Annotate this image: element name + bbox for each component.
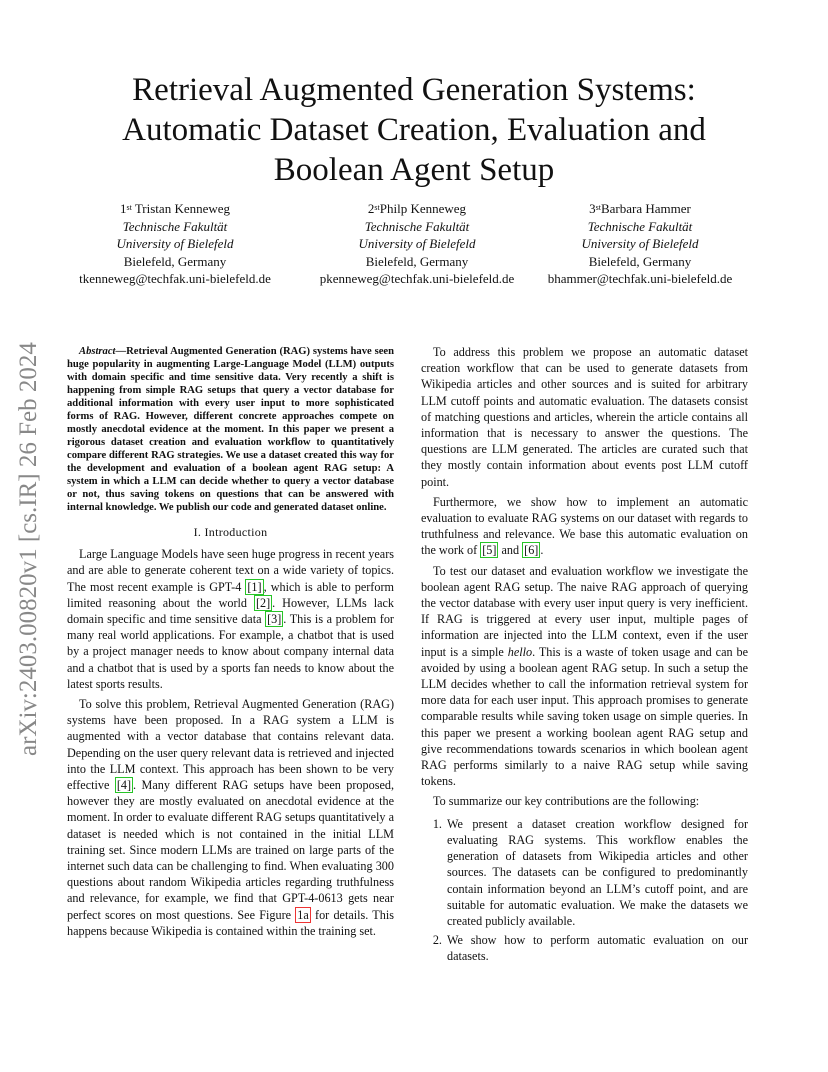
- author-faculty: Technische Fakultät: [122, 218, 228, 234]
- abstract-text: —Retrieval Augmented Generation (RAG) systems have seen huge popularity in augmenting Large-Language Model (LLM) outputs with domain specific and time sensitive data. Very recently a shift is happening from simple RAG setups that query a vector database for additional information with every user input to more sophisticated forms of RAG. However, different concrete approaches compete on mostly anecdotal evidence at the moment. In this paper we present a rigorous dataset creation and evaluation workflow to quantitatively compare different RAG strategies. We use a dataset created this way for the development and evaluation of a boolean agent RAG setup: A system in which a LLM can decide whether to query a vector database or not, thus saving tokens on questions that can be answered with internal knowledge. We publish our code and generated dataset online.: [67, 346, 394, 513]
- citation-link[interactable]: [1]: [247, 579, 262, 594]
- citation-link[interactable]: [2]: [255, 595, 271, 610]
- right-column: [421, 344, 748, 968]
- citation-link[interactable]: [5]: [482, 543, 497, 558]
- title-line-3: Boolean Agent Setup: [273, 152, 555, 188]
- title-line-2: Automatic Dataset Creation, Evaluation and: [122, 112, 706, 148]
- author-email[interactable]: bhammer@techfak.uni-bielefeld.de: [547, 271, 733, 286]
- citation-link[interactable]: [3]: [267, 612, 282, 627]
- author-location: Bielefeld, Germany: [123, 253, 227, 269]
- contributions-list: [421, 816, 748, 965]
- author-university: University of Bielefeld: [116, 236, 234, 251]
- author-location: Bielefeld, Germany: [588, 253, 692, 269]
- intro-paragraph-1: Large Language Models have seen huge progress in recent years and are able to generate coherent text on a wide variety of topics. The most recent example is GPT-4 [1] , which is able to perform limited reasoning about the world [2] . However, LLMs lack domain specific and time sensitive data [3] . This is a problem for many real world applications. For example, a chatbot that is used by a project manager needs to know about company internal data and a chatbot that is used by a sports fan needs to know about the latest sports results.: [67, 547, 394, 691]
- author-faculty: Technische Fakultät: [364, 218, 470, 234]
- author-name: 2stPhilp Kenneweg: [367, 201, 467, 216]
- author-email[interactable]: pkenneweg@techfak.uni-bielefeld.de: [319, 271, 515, 286]
- author-block-3: [505, 200, 775, 288]
- author-location: Bielefeld, Germany: [365, 253, 469, 269]
- left-column: [67, 345, 394, 943]
- abstract: [67, 345, 394, 514]
- arxiv-id-text: arXiv:2403.00820v1 [cs.IR] 26 Feb 2024: [15, 342, 42, 756]
- author-block-1: [40, 200, 310, 288]
- abstract-label: Abstract: [79, 346, 116, 357]
- author-name: 1st Tristan Kenneweg: [119, 201, 231, 216]
- list-item: 2. We show how to perform automatic evaluation on our datasets.: [445, 932, 748, 964]
- intro-paragraph-2: To solve this problem, Retrieval Augmented Generation (RAG) systems have been proposed. In a RAG system a LLM is augmented with a vector database that contains relevant data. Depending on the user query relevant data is retrieved and injected into the LLM context. This approach has been shown to be very effective [4] . Many different RAG setups have been proposed, however they are mostly evaluated on anecdotal evidence at the moment. In order to evaluate different RAG setups quantitatively a dataset is needed which is not contained in the initial LLM training set. Since modern LLMs are trained on large parts of the internet such data can be challenging to find. When evaluating 300 questions about random Wikipedia articles regarding truthfulness and relevance, for example, we find that GPT-4-0613 gets near perfect scores on most questions. See Figure 1a for details. This happens because Wikipedia is contained within the training set.: [67, 697, 395, 938]
- right-paragraph-4: To summarize our key contributions are the following:: [433, 794, 700, 809]
- list-item: 1. We present a dataset creation workflow designed for evaluating RAG systems. This workflow enables the generation of datasets from Wikipedia articles and other sources. The datasets can be configured to predominantly contain information beyond an LLM’s cutoff point, and are suitable for automatic evaluation. We make the datasets we created publicly available.: [445, 816, 748, 929]
- citation-link[interactable]: [4]: [116, 778, 132, 793]
- author-email[interactable]: tkenneweg@techfak.uni-bielefeld.de: [79, 271, 271, 286]
- author-faculty: Technische Fakultät: [587, 218, 693, 234]
- figure-link[interactable]: 1a: [297, 907, 309, 922]
- title-line-1: Retrieval Augmented Generation Systems:: [132, 72, 696, 108]
- author-university: University of Bielefeld: [581, 236, 699, 251]
- right-paragraph-2: Furthermore, we show how to implement an automatic evaluation to evaluate RAG systems on our dataset with regards to truthfulness and relevance. We base this automatic evaluation on the work of [5] and [6] .: [421, 494, 748, 558]
- section-heading-introduction: I. Introduction: [193, 525, 268, 539]
- right-paragraph-1: To address this problem we propose an automatic dataset creation workflow that can be used to generate datasets from Wikipedia articles and other sources and is suited for arbitrary LLM cutoff points and automatic evaluation. The datasets consist of matching questions and articles, wherein the article contains all information that is necessary to answer the questions. The questions are LLM generated. The articles are curated such that they mostly contain information about events post LLM cutoff point.: [421, 345, 748, 489]
- right-paragraph-3: To test our dataset and evaluation workflow we investigate the boolean agent RAG setup. The naive RAG approach of querying the vector database with every user input query is very inefficient. If RAG is triggered at every user input, multiple pages of information are injected into the LLM context, even if the user input is a simple hello. This is a waste of token usage and can be avoided by using a boolean agent RAG setup. In such a setup the LLM decides whether to call the information retrieval system for more data for each user input. This approach promises to generate comparable results while saving token usage on simple queries. In this paper we present a working boolean agent RAG setup and give recommendations towards scenarios in which boolean agent RAG performs similarly to a naive RAG setup while saving tokens.: [421, 563, 748, 789]
- author-name: 3stBarbara Hammer: [589, 201, 691, 216]
- citation-link[interactable]: [6]: [524, 543, 539, 558]
- author-university: University of Bielefeld: [358, 236, 476, 251]
- paper-title: [0, 70, 828, 190]
